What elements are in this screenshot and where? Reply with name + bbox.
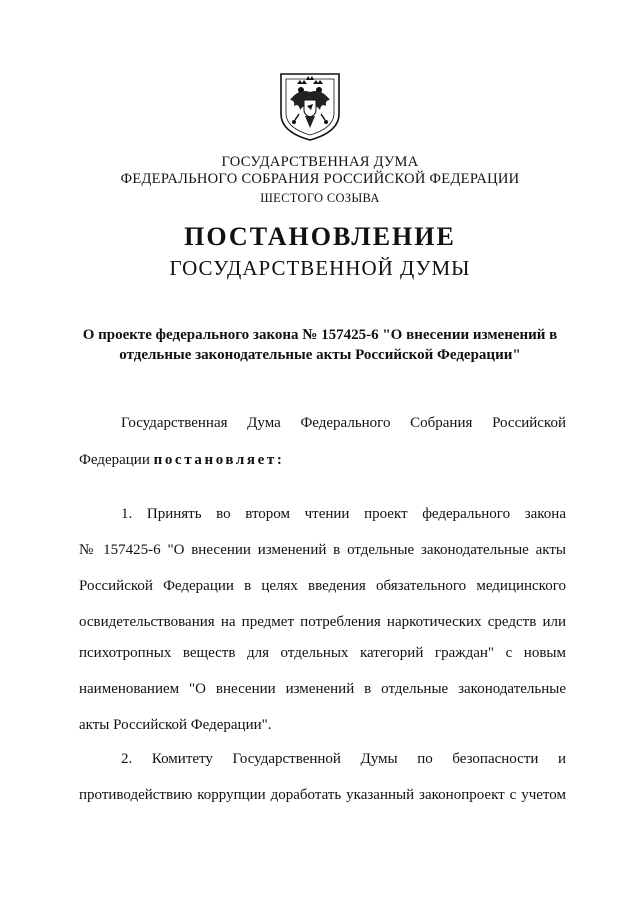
coat-of-arms-emblem: [277, 70, 343, 142]
document-issuer-title: ГОСУДАРСТВЕННОЙ ДУМЫ: [169, 256, 471, 280]
decree-keyword: постановляет:: [153, 452, 285, 468]
document-type-title: ПОСТАНОВЛЕНИЕ: [184, 222, 456, 251]
intro-line-2: [79, 451, 566, 469]
paragraph-1-line-3: Российской Федерации в целях введения обязательного медицинского: [79, 578, 566, 594]
subject-line-1: О проекте федерального закона № 157425-6 "О внесении изменений в: [82, 327, 558, 343]
header-line-1: ГОСУДАРСТВЕННАЯ ДУМА: [221, 154, 419, 170]
intro-line-2-start: Федерации: [79, 452, 150, 468]
paragraph-1-line-7: акты Российской Федерации".: [79, 717, 272, 733]
paragraph-2-line-1: 2. Комитету Государственной Думы по безопасности и: [121, 751, 566, 767]
paragraph-1-line-1: 1. Принять во втором чтении проект федерального закона: [121, 506, 566, 522]
paragraph-2-line-2: противодействию коррупции доработать указанный законопроект с учетом: [79, 787, 566, 803]
intro-line-1: Государственная Дума Федерального Собрания Российской: [121, 415, 566, 431]
paragraph-1-line-2: № 157425-6 "О внесении изменений в отдельные законодательные акты: [79, 542, 566, 558]
header-line-2: ФЕДЕРАЛЬНОГО СОБРАНИЯ РОССИЙСКОЙ ФЕДЕРАЦИИ: [120, 171, 520, 187]
header-line-3: ШЕСТОГО СОЗЫВА: [260, 191, 380, 205]
subject-line-2: отдельные законодательные акты Российской Федерации": [119, 347, 521, 363]
paragraph-1-line-6: наименованием "О внесении изменений в отдельные законодательные: [79, 681, 566, 697]
paragraph-1-line-5: психотропных веществ для отдельных категорий граждан" с новым: [79, 645, 566, 661]
paragraph-1-line-4: освидетельствования на предмет потребления наркотических средств или: [79, 614, 566, 630]
